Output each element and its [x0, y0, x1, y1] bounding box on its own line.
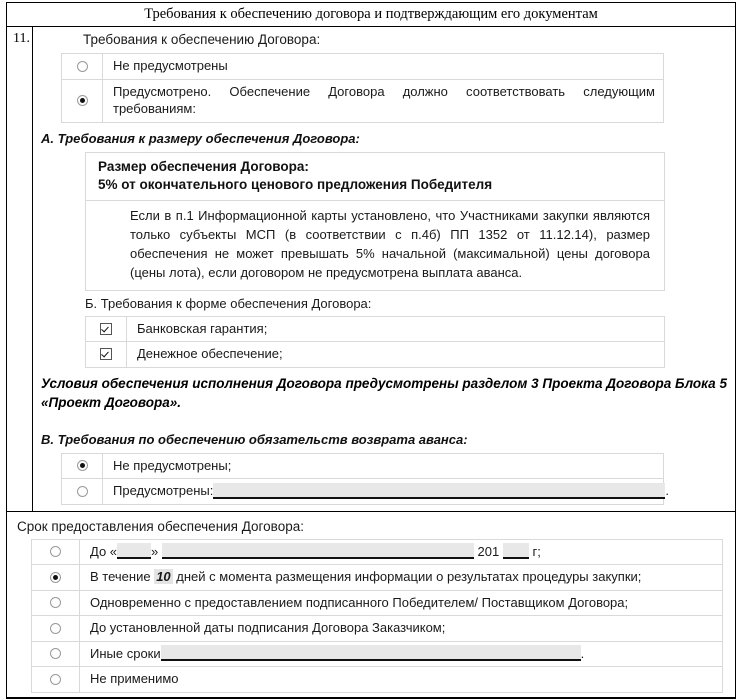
row-content: [33, 27, 735, 511]
radio-icon[interactable]: [50, 674, 61, 685]
table-header-title: Требования к обеспечению договора и подтверждающим его документам: [7, 3, 735, 27]
year-input[interactable]: [503, 543, 529, 559]
security-amount-box: [85, 152, 665, 291]
radio-selected-icon[interactable]: [77, 95, 88, 106]
days-suffix: дней с момента размещения информации о результатах процедуры закупки;: [176, 569, 642, 584]
radio-selected-icon[interactable]: [77, 460, 88, 471]
date-suffix: г;: [532, 543, 541, 559]
radio-cell[interactable]: [62, 479, 103, 504]
checkbox-checked-icon[interactable]: [100, 323, 112, 335]
contract-security-question: Требования к обеспечению Договора:: [83, 32, 321, 47]
option-label: Не предусмотрены;: [113, 457, 232, 473]
option-label: Не предусмотрены: [113, 58, 228, 73]
radio-cell[interactable]: [32, 616, 80, 641]
option-label-with-blank: [103, 479, 677, 504]
section-v-title: В. Требования по обеспечению обязательств возврата аванса:: [41, 431, 468, 447]
days-prefix: В течение: [90, 569, 151, 584]
other-terms-input[interactable]: [161, 645, 581, 661]
section-term-title: Срок предоставления обеспечения Договора:: [17, 518, 304, 534]
option-not-applicable[interactable]: [32, 667, 722, 693]
option-label-days: [80, 565, 722, 590]
security-amount-line-1: Размер обеспечения Договора:: [98, 158, 309, 174]
row-number: 11.: [7, 27, 33, 511]
requirements-table: [6, 2, 736, 699]
option-label-date: [80, 540, 722, 565]
option-bank-guarantee[interactable]: [86, 317, 664, 343]
checkbox-checked-icon[interactable]: [100, 348, 112, 360]
option-cash-security[interactable]: [86, 342, 664, 368]
radio-icon[interactable]: [77, 61, 88, 72]
security-conditions-statement: Условия обеспечения исполнения Договора предусмотрены разделом 3 Проекта Договора Блока 5 «Проект Договора».: [41, 375, 727, 410]
option-not-provided[interactable]: [62, 54, 663, 80]
day-input[interactable]: [117, 543, 151, 559]
option-label: Не применимо: [90, 671, 179, 686]
security-form-options: [85, 316, 665, 368]
option-label: Одновременно с предоставлением подписанного Победителем/ Поставщиком Договора;: [90, 594, 629, 610]
option-label-with-blank: [80, 642, 722, 667]
option-within-days[interactable]: [32, 565, 722, 591]
security-amount-line-2: 5% от окончательного ценового предложения Победителя: [98, 176, 493, 192]
trailing-punctuation: .: [665, 483, 670, 498]
option-before-signing-date[interactable]: [32, 616, 722, 642]
radio-icon[interactable]: [50, 623, 61, 634]
security-amount-note: Если в п.1 Информационной карты установлено, что Участниками закупки являются только субъекты МСП (в соответствии с п.4б) ПП 1352 от 11.12.14), размер обеспечения не может превышать 5% начальной (максимальной) цены договора (цены лота), если договором не предусмотрена выплата аванса.: [130, 207, 650, 280]
date-mid: »: [151, 543, 159, 559]
month-input[interactable]: [162, 543, 474, 559]
option-label: Предусмотрено. Обеспечение Договора должно соответствовать следующим требованиям:: [113, 83, 655, 116]
option-until-date[interactable]: [32, 540, 722, 566]
security-amount-heading: [86, 153, 664, 201]
date-prefix: До «: [90, 543, 118, 559]
term-options: [31, 539, 723, 693]
radio-cell[interactable]: [62, 454, 103, 479]
checkbox-cell[interactable]: [86, 342, 127, 367]
radio-cell[interactable]: [32, 540, 80, 565]
option-label: Банковская гарантия;: [137, 320, 268, 336]
advance-details-input[interactable]: [213, 483, 665, 499]
option-simultaneously[interactable]: [32, 591, 722, 617]
contract-security-options: [61, 53, 664, 123]
option-other-terms[interactable]: [32, 642, 722, 668]
radio-cell[interactable]: [32, 591, 80, 616]
radio-cell[interactable]: [62, 54, 103, 79]
advance-return-options: [61, 453, 670, 505]
radio-cell[interactable]: [32, 667, 80, 692]
radio-icon[interactable]: [50, 648, 61, 659]
year-prefix: 201: [477, 543, 500, 559]
option-label: Денежное обеспечение;: [137, 346, 283, 361]
radio-cell[interactable]: [32, 642, 80, 667]
table-row: [7, 27, 735, 512]
option-provided[interactable]: [62, 80, 663, 123]
days-value[interactable]: 10: [156, 569, 171, 584]
spacer: [39, 414, 729, 424]
table-row-term: [7, 512, 735, 698]
checkbox-cell[interactable]: [86, 317, 127, 342]
radio-cell[interactable]: [62, 80, 103, 122]
option-label: Предусмотрены:: [113, 483, 214, 498]
term-content: [7, 512, 735, 697]
radio-selected-icon[interactable]: [50, 572, 61, 583]
trailing-punctuation: .: [580, 645, 585, 661]
option-advance-not-provided[interactable]: [62, 454, 663, 480]
section-a-title: А. Требования к размеру обеспечения Договора:: [41, 130, 360, 146]
option-label: До установленной даты подписания Договора Заказчиком;: [90, 620, 446, 635]
option-advance-provided[interactable]: [62, 479, 670, 505]
radio-icon[interactable]: [50, 597, 61, 608]
radio-icon[interactable]: [50, 546, 61, 557]
section-b-title: Б. Требования к форме обеспечения Договора:: [85, 295, 372, 311]
radio-cell[interactable]: [32, 565, 80, 590]
radio-icon[interactable]: [77, 486, 88, 497]
option-label: Иные сроки: [90, 645, 161, 661]
